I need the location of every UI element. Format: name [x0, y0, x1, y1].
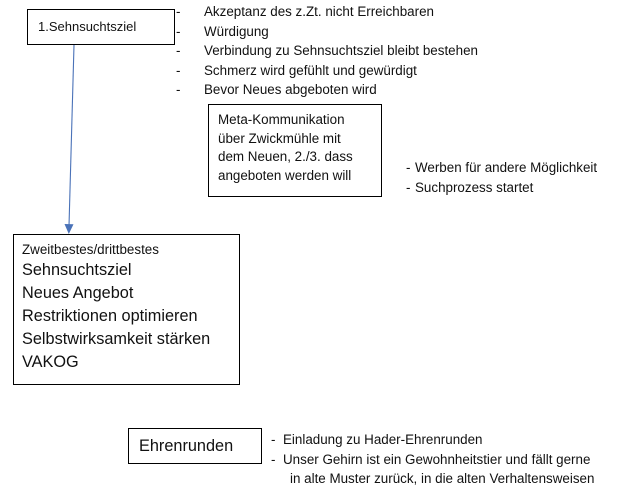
list-item: [176, 61, 478, 81]
zweitbestes-subtitle: Zweitbestes/drittbestes: [22, 242, 159, 257]
zweitbestes-item: Restriktionen optimieren: [22, 307, 198, 325]
bullet-dash: -: [271, 432, 276, 447]
list-item-text: Einladung zu Hader-Ehrenrunden: [283, 432, 483, 447]
list-item-text: Würdigung: [204, 23, 269, 39]
ehrenrunden-notes-list: [271, 430, 594, 489]
bullet-dash: -: [176, 43, 181, 59]
bullet-dash: -: [176, 62, 181, 78]
list-item-text: Werben für andere Möglichkeit: [415, 160, 598, 175]
list-item: [176, 41, 478, 61]
list-item-text: Suchprozess startet: [415, 179, 534, 195]
list-item: [271, 450, 594, 470]
list-item-text: Bevor Neues abgeboten wird: [204, 82, 377, 98]
list-item-text: Verbindung zu Sehnsuchtsziel bleibt bestehen: [204, 43, 478, 59]
meta-box-line: über Zwickmühle mit: [218, 130, 341, 146]
bullet-dash: -: [176, 23, 181, 39]
meta-box-line: angeboten werden will: [218, 167, 352, 183]
list-item-text: Unser Gehirn ist ein Gewohnheitstier und fällt gerne: [283, 451, 591, 467]
ehrenrunden-box: [128, 428, 262, 464]
meta-notes-list: [406, 158, 597, 197]
list-item-continuation: [271, 469, 594, 489]
bullet-dash: -: [406, 179, 411, 195]
list-item-text: in alte Muster zurück, in die alten Verhaltensweisen: [290, 471, 595, 487]
arrow-head: [65, 224, 74, 234]
arrow-line: [69, 45, 74, 226]
zweitbestes-box: [13, 234, 240, 385]
list-item: [176, 22, 478, 42]
list-item-text: Akzeptanz des z.Zt. nicht Erreichbaren: [204, 4, 434, 19]
list-item: [176, 2, 478, 22]
list-item: [406, 178, 597, 198]
zweitbestes-item: Sehnsuchtsziel: [22, 261, 132, 279]
list-item-text: Schmerz wird gefühlt und gewürdigt: [204, 62, 417, 78]
bullet-dash: -: [406, 160, 411, 175]
bullet-dash: -: [176, 82, 181, 98]
sehnsuchtsziel-title: 1.Sehnsuchtsziel: [38, 19, 137, 34]
zweitbestes-item: VAKOG: [22, 353, 79, 371]
ehrenrunden-title: Ehrenrunden: [139, 437, 234, 455]
sehnsuchtsziel-notes-list: [176, 2, 478, 100]
list-item: [176, 80, 478, 100]
meta-box-line: Meta-Kommunikation: [218, 112, 345, 127]
meta-box-line: dem Neuen, 2./3. dass: [218, 149, 353, 164]
bullet-dash: -: [271, 451, 276, 467]
list-item: [406, 158, 597, 178]
sehnsuchtsziel-box: [27, 9, 175, 45]
zweitbestes-item: Neues Angebot: [22, 284, 134, 302]
zweitbestes-item: Selbstwirksamkeit stärken: [22, 330, 211, 348]
bullet-dash: -: [176, 4, 181, 19]
list-item: [271, 430, 594, 450]
meta-kommunikation-box: [208, 104, 382, 197]
